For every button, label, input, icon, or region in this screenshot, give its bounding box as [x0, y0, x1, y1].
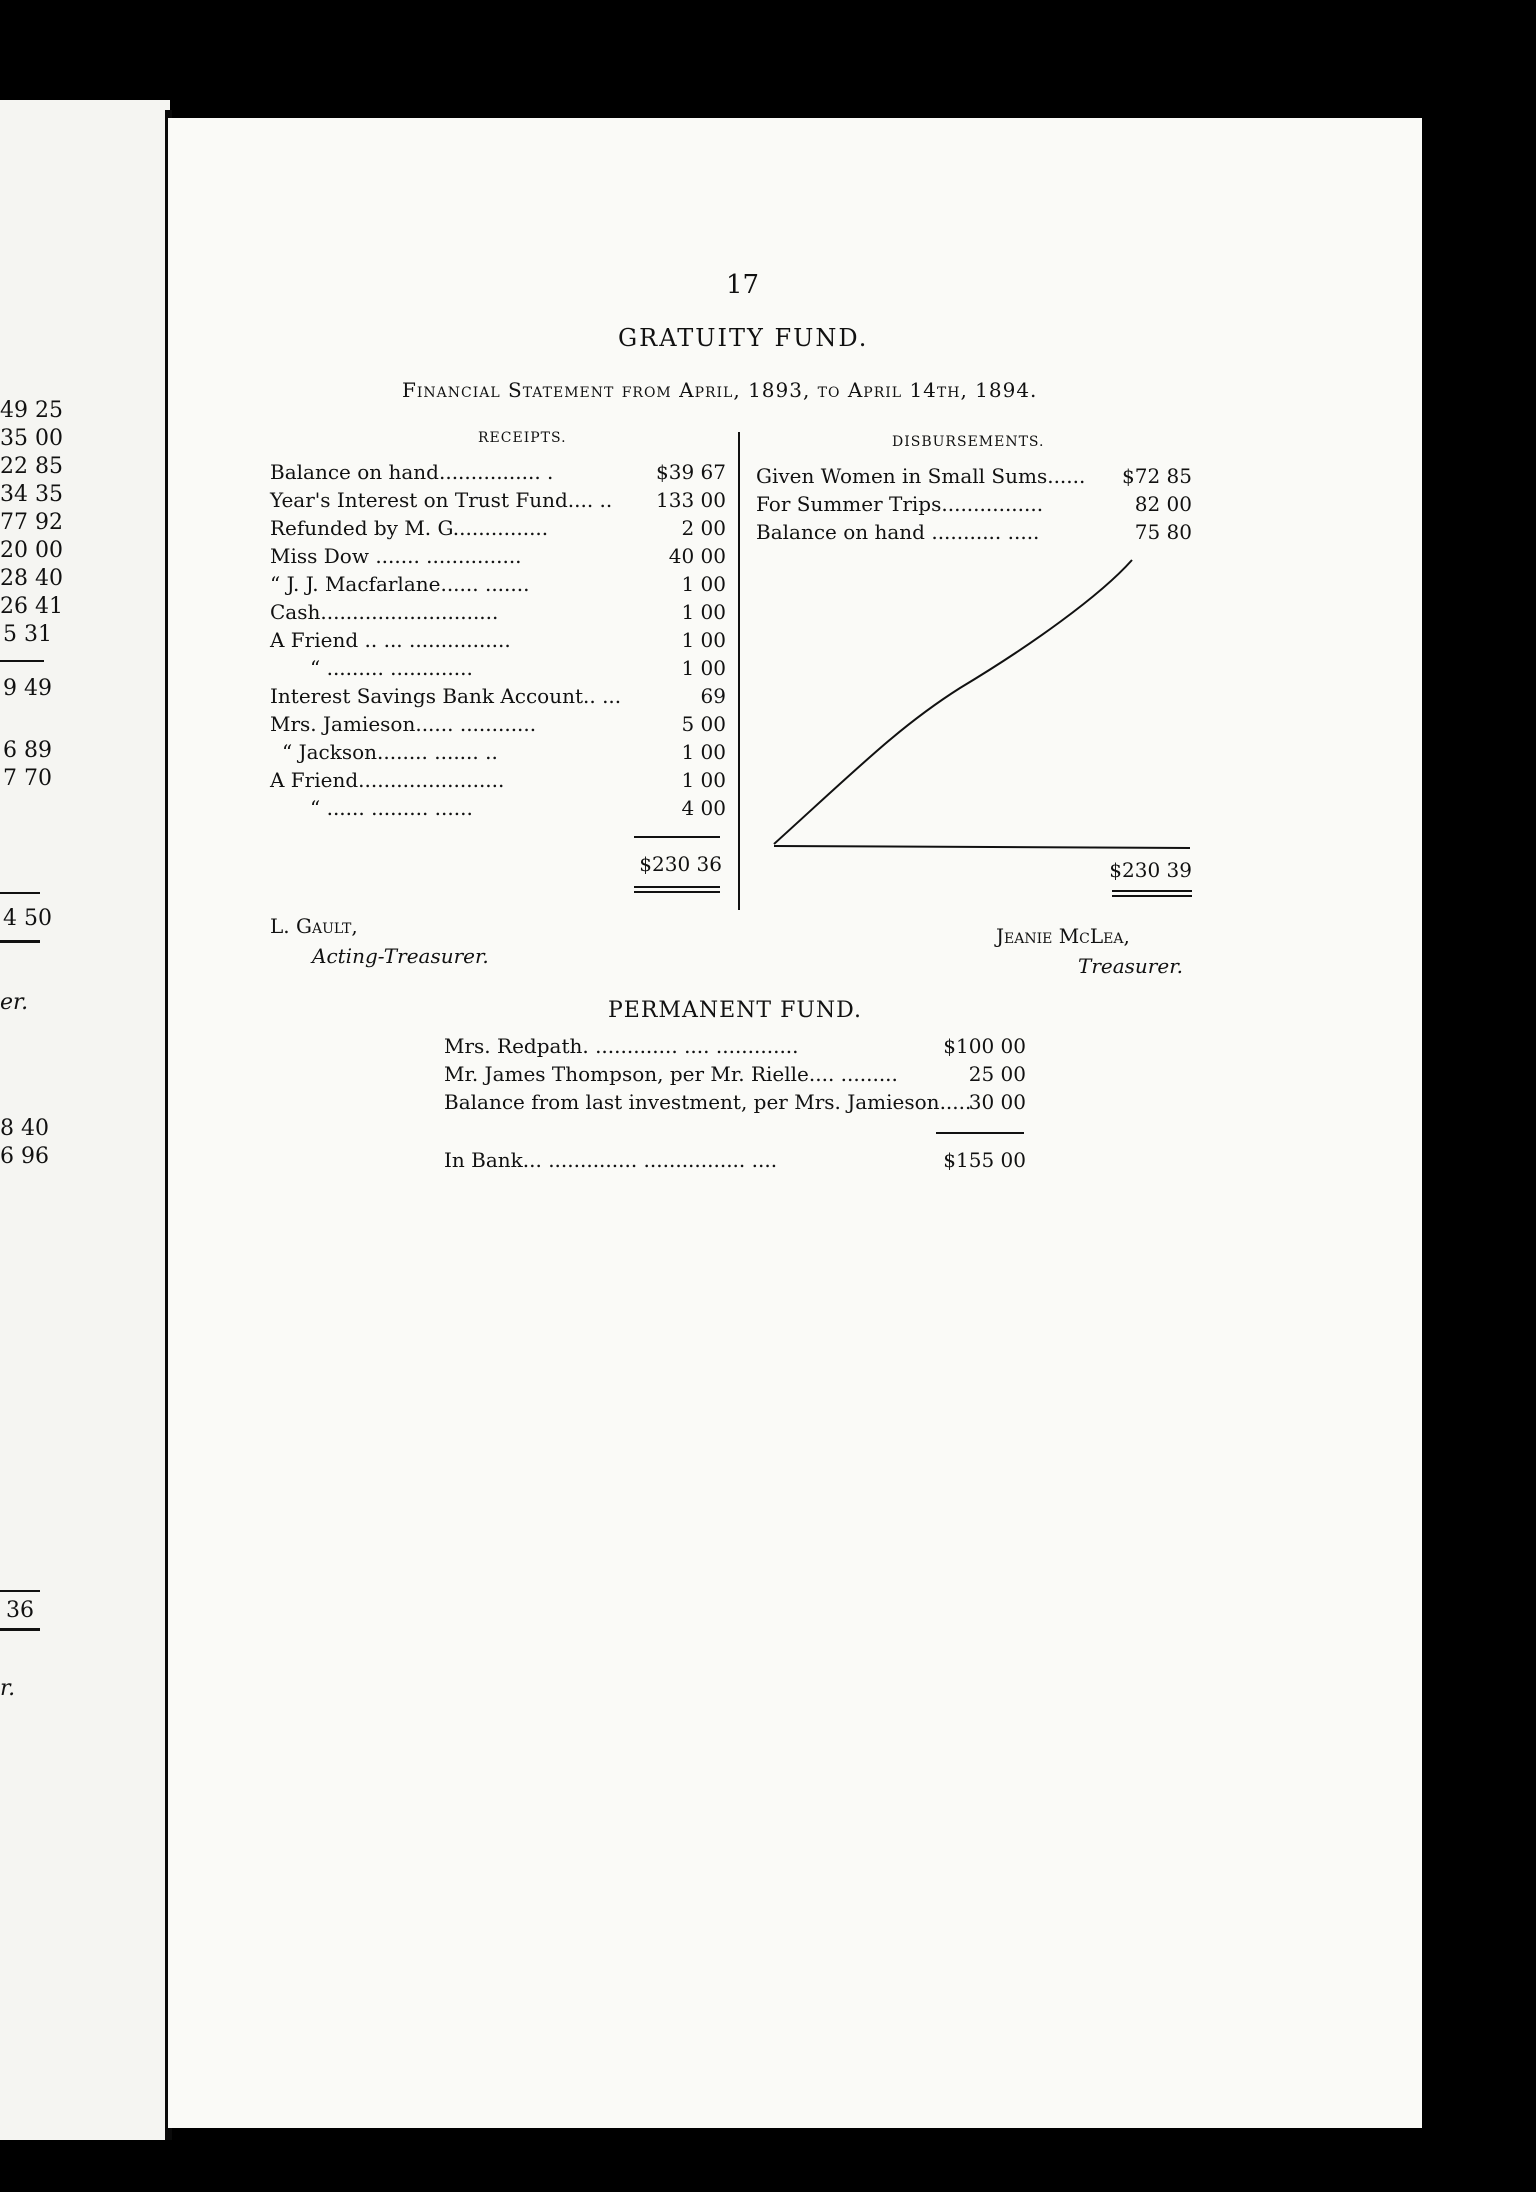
table-row: [444, 1148, 1026, 1176]
row-amount: 82 00: [1134, 492, 1192, 516]
table-row: [270, 488, 726, 516]
acting-treasurer-name: L. Gault,: [270, 914, 358, 938]
left-fragment: 22 85: [0, 454, 63, 479]
row-label: Refunded by M. G...............: [270, 516, 549, 540]
row-label: In Bank... .............. ................ ....: [444, 1148, 778, 1172]
disbursements-total: $230 39: [1109, 858, 1192, 882]
row-label: “ ...... ......... ......: [310, 796, 473, 820]
row-amount: 1 00: [681, 572, 726, 596]
treasurer-name: Jeanie McLea,: [996, 924, 1130, 948]
row-label: Balance on hand ........... .....: [756, 520, 1040, 544]
left-rule: [0, 892, 40, 894]
row-label: Balance from last investment, per Mrs. Jamieson.....: [444, 1090, 972, 1114]
left-rule: [0, 940, 40, 943]
left-fragment: 9 49: [3, 676, 52, 701]
row-amount: 30 00: [968, 1090, 1026, 1114]
row-label: Balance on hand................ .: [270, 460, 554, 484]
row-amount: 5 00: [681, 712, 726, 736]
table-row: [444, 1090, 1026, 1118]
row-amount: 133 00: [656, 488, 726, 512]
row-label: A Friend.......................: [270, 768, 505, 792]
receipts-double-rule: [634, 891, 720, 893]
row-amount: $72 85: [1122, 464, 1192, 488]
table-row: [270, 516, 726, 544]
left-fragment: 7 70: [3, 766, 52, 791]
table-row: [270, 600, 726, 628]
receipts-double-rule: [634, 886, 720, 888]
row-label: “ J. J. Macfarlane...... .......: [270, 572, 530, 596]
horizontal-fill-line: [774, 846, 1190, 848]
row-label: Year's Interest on Trust Fund.... ..: [270, 488, 613, 512]
table-row: [444, 1062, 1026, 1090]
table-row: [270, 796, 726, 824]
permanent-fund-title: PERMANENT FUND.: [608, 998, 862, 1023]
left-rule: [0, 660, 44, 662]
left-fragment: 34 35: [0, 482, 63, 507]
permanent-sum-rule: [936, 1132, 1024, 1134]
table-row: [270, 572, 726, 600]
row-amount: 1 00: [681, 628, 726, 652]
left-rule: [0, 1628, 40, 1631]
table-row: [270, 544, 726, 572]
row-amount: 40 00: [668, 544, 726, 568]
table-row: [756, 464, 1192, 492]
row-amount: 2 00: [681, 516, 726, 540]
table-row: [270, 628, 726, 656]
permanent-fund-table: [444, 1034, 1026, 1124]
table-row: [270, 656, 726, 684]
table-row: [756, 492, 1192, 520]
row-amount: 1 00: [681, 740, 726, 764]
row-amount: $155 00: [943, 1148, 1026, 1172]
row-amount: 25 00: [968, 1062, 1026, 1086]
left-fragment: 77 92: [0, 510, 63, 535]
acting-treasurer-title: Acting-Treasurer.: [312, 944, 489, 968]
row-label: Given Women in Small Sums......: [756, 464, 1086, 488]
left-fragment: 49 25: [0, 398, 63, 423]
table-row: [756, 520, 1192, 548]
table-row: [270, 768, 726, 796]
left-fragment: r.: [0, 1676, 16, 1701]
row-label: “ Jackson........ ....... ..: [282, 740, 498, 764]
left-fragment: er.: [0, 990, 29, 1015]
disbursements-double-rule: [1112, 895, 1192, 897]
row-amount: 69: [700, 684, 726, 708]
row-amount: 75 80: [1134, 520, 1192, 544]
row-label: Miss Dow ....... ...............: [270, 544, 522, 568]
row-label: “ ......... .............: [310, 656, 473, 680]
receipts-header: RECEIPTS.: [478, 430, 567, 446]
financial-statement-subtitle: Financial Statement from April, 1893, to April 14th, 1894.: [402, 378, 1038, 402]
table-row: [270, 712, 726, 740]
table-row: [270, 460, 726, 488]
left-fragment: 26 41: [0, 594, 63, 619]
left-fragment: 6 96: [0, 1144, 49, 1169]
row-label: Mr. James Thompson, per Mr. Rielle.... .........: [444, 1062, 898, 1086]
receipts-sum-rule: [634, 836, 720, 838]
fill-rule-lines: [770, 556, 1200, 852]
receipts-table: [270, 460, 726, 900]
row-label: Mrs. Redpath. ............. .... .............: [444, 1034, 799, 1058]
table-row: [270, 740, 726, 768]
receipts-total: $230 36: [639, 852, 722, 876]
disbursements-header: DISBURSEMENTS.: [892, 434, 1045, 450]
row-amount: 1 00: [681, 656, 726, 680]
left-rule: [0, 1590, 40, 1592]
table-row: [270, 684, 726, 712]
diagonal-fill-line: [774, 560, 1132, 844]
disbursements-table: [756, 464, 1192, 554]
left-fragment: 8 40: [0, 1116, 49, 1141]
row-label: A Friend .. ... ................: [270, 628, 511, 652]
column-divider: [738, 432, 740, 910]
row-amount: 1 00: [681, 768, 726, 792]
row-label: Interest Savings Bank Account.. ...: [270, 684, 622, 708]
left-fragment: 6 89: [3, 738, 52, 763]
left-fragment: 5 31: [3, 622, 52, 647]
disbursements-double-rule: [1112, 890, 1192, 892]
gratuity-fund-title: GRATUITY FUND.: [618, 324, 869, 352]
row-amount: $100 00: [943, 1034, 1026, 1058]
row-amount: 4 00: [681, 796, 726, 820]
left-fragment: 36: [6, 1598, 34, 1623]
table-row: [444, 1034, 1026, 1062]
row-label: Mrs. Jamieson...... ............: [270, 712, 537, 736]
row-amount: 1 00: [681, 600, 726, 624]
row-label: For Summer Trips................: [756, 492, 1044, 516]
left-fragment: 20 00: [0, 538, 63, 563]
left-page-column: [0, 0, 63, 2192]
treasurer-title: Treasurer.: [1078, 954, 1183, 978]
in-bank-row: [444, 1148, 1026, 1178]
page-number: 17: [726, 270, 760, 300]
row-label: Cash............................: [270, 600, 499, 624]
row-amount: $39 67: [656, 460, 726, 484]
left-fragment: 35 00: [0, 426, 63, 451]
left-fragment: 28 40: [0, 566, 63, 591]
left-fragment: 4 50: [3, 906, 52, 931]
